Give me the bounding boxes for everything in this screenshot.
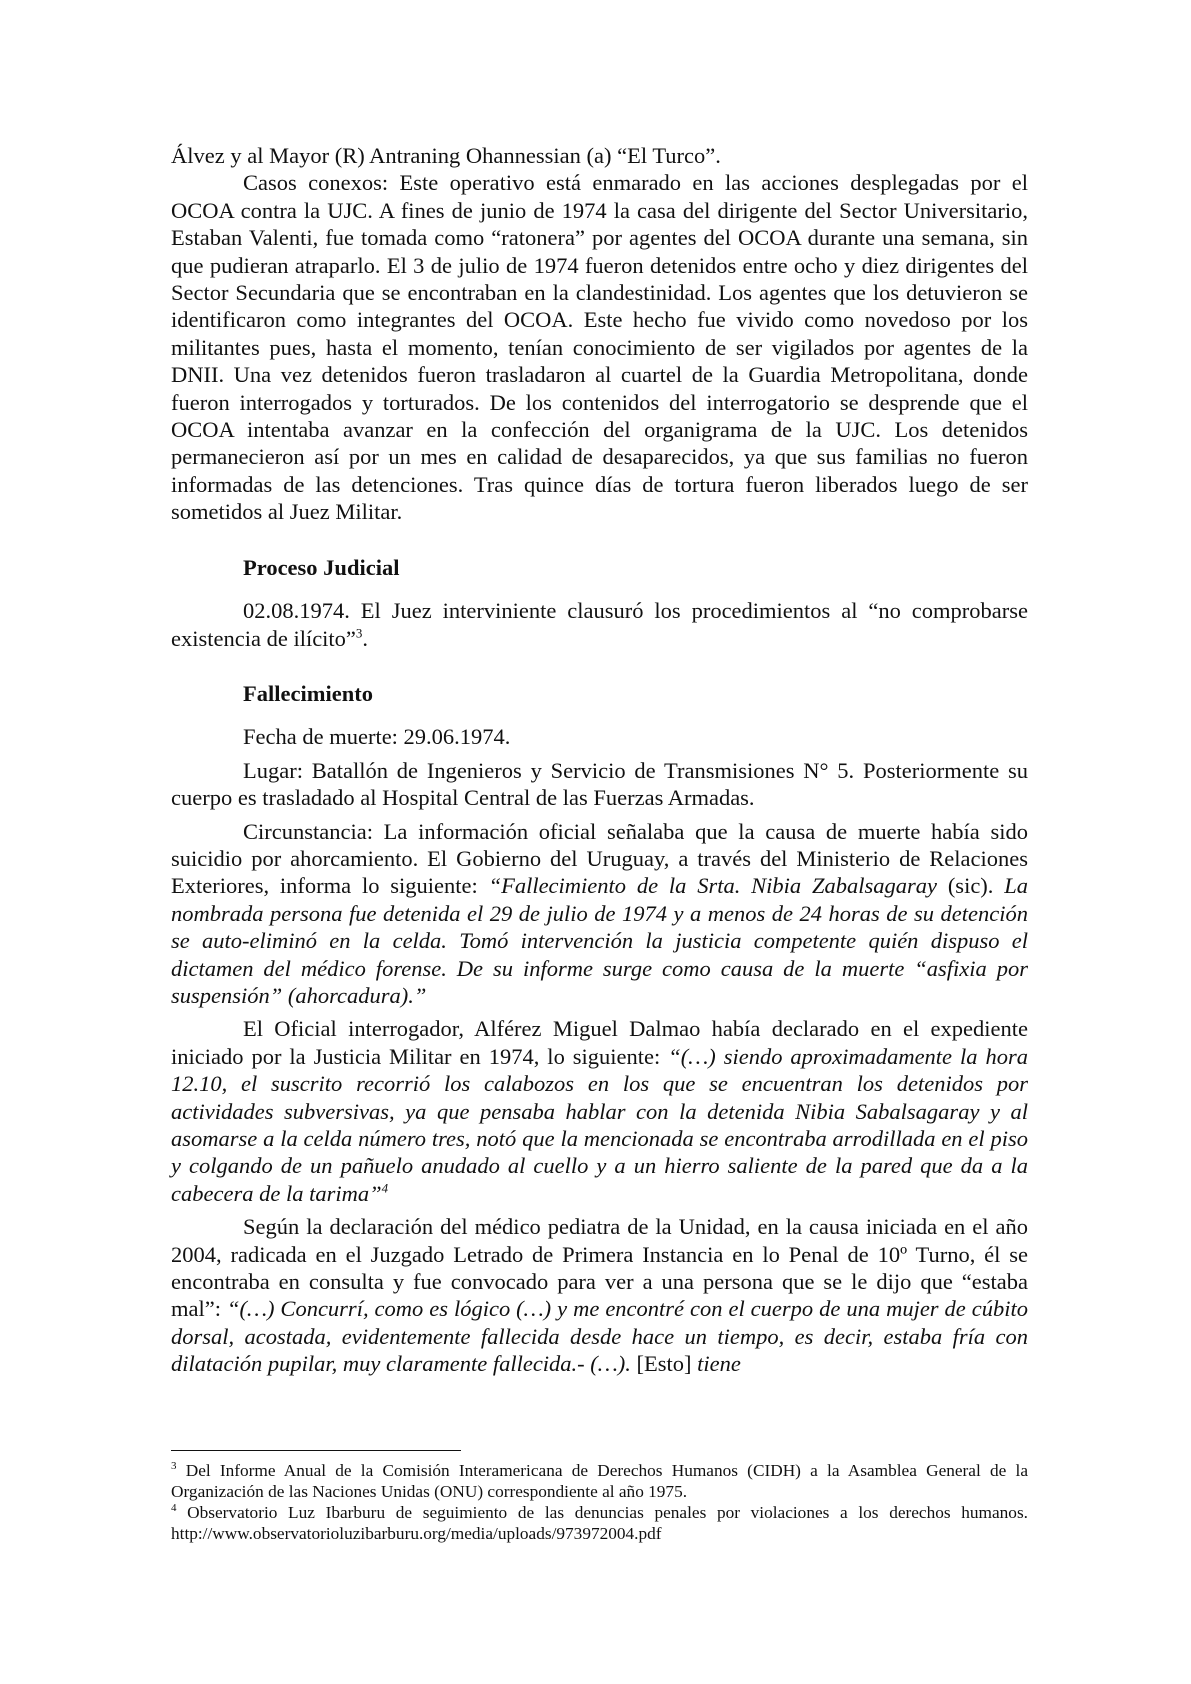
proceso-text: 02.08.1974. El Juez interviniente clausuró los procedimientos al “no comprobarse existencia de ilícito” xyxy=(171,598,1028,651)
footnote-4-text: Observatorio Luz Ibarburu de seguimiento de las denuncias penales por violaciones a los derechos humanos. http://www.observatorioluzibarburu.org/media/uploads/973972004.pdf xyxy=(171,1503,1028,1543)
footnote-divider xyxy=(171,1450,461,1451)
footnotes xyxy=(171,1460,1028,1544)
paragraph-oficial xyxy=(171,1015,1028,1207)
footnote-ref-4[interactable]: 4 xyxy=(381,1180,389,1196)
circ-intro: Circunstancia: La información oficial señalaba que la causa de muerte había sido suicidio por ahorcamiento. El Gobierno del Uruguay, a través del Ministerio de Relaciones Exteriores, informa lo siguiente: xyxy=(171,818,1028,899)
circ-sic: (sic). xyxy=(937,873,1005,899)
footnote-4-number: 4 xyxy=(171,1502,177,1515)
footnote-3-text: Del Informe Anual de la Comisión Interamericana de Derechos Humanos (CIDH) a la Asamblea General de la Organización de las Naciones Unidas (ONU) correspondiente al año 1975. xyxy=(171,1461,1028,1501)
paragraph-lugar: Lugar: Batallón de Ingenieros y Servicio de Transmisiones N° 5. Posteriormente su cuerpo es trasladado al Hospital Central de las Fuerzas Armadas. xyxy=(171,757,1028,811)
paragraph-casos-conexos: Casos conexos: Este operativo está enmarado en las acciones desplegadas por el OCOA contra la UJC. A fines de junio de 1974 la casa del dirigente del Sector Universitario, Estaban Valenti, fue tomada como “ratonera” por agentes del OCOA durante una semana, sin que pudieran atraparlo. El 3 de julio de 1974 fueron detenidos entre ocho y diez dirigentes del Sector Secundaria que se encontraban en la clandestinidad. Los agentes que los detuvieron se identificaron como integrantes del OCOA. Este hecho fue vivido como novedoso por los militantes pues, hasta el momento, tenían conocimiento de ser vigilados por agentes de la DNII. Una vez detenidos fueron trasladaron al cuartel de la Guardia Metropolitana, donde fueron interrogados y torturados. De los contenidos del interrogatorio se desprende que el OCOA intentaba avanzar en la confección del organigrama de la UJC. Los detenidos permanecieron así por un mes en calidad de desaparecidos, ya que sus familias no fueron informadas de las detenciones. Tras quince días de tortura fueron liberados luego de ser sometidos al Juez Militar. xyxy=(171,170,1028,525)
proceso-end: . xyxy=(362,625,369,651)
footnote-4 xyxy=(171,1502,1028,1544)
footnote-3-number: 3 xyxy=(171,1460,177,1473)
medico-tail: tiene xyxy=(697,1351,741,1377)
footnote-ref-3[interactable]: 3 xyxy=(355,625,363,640)
intro-line: Álvez y al Mayor (R) Antraning Ohannessian (a) “El Turco”. xyxy=(171,143,721,168)
heading-proceso-judicial: Proceso Judicial xyxy=(243,554,400,580)
document-body xyxy=(171,142,1028,1378)
heading-fallecimiento: Fallecimiento xyxy=(243,680,373,706)
paragraph-medico xyxy=(171,1213,1028,1377)
circ-quote-1: “Fallecimiento de la Srta. Nibia Zabalsagaray xyxy=(488,873,937,899)
medico-intro: Según la declaración del médico pediatra de la Unidad, en la causa iniciada en el año 2004, radicada en el Juzgado Letrado de Primera Instancia en lo Penal de 10º Turno, él se encontraba en consulta y fue convocado para ver a una persona que se le dijo que “estaba mal”: xyxy=(171,1214,1028,1322)
circ-quote-2: La nombrada persona fue detenida el 29 de julio de 1974 y a menos de 24 horas de su detención se auto-eliminó en la celda. Tomó intervención la justicia competente quién dispuso el dictamen del médico forense. De su informe surge como causa de la muerte “asfixia por suspensión” (ahorcadura).” xyxy=(171,873,1028,1008)
footnote-3 xyxy=(171,1460,1028,1502)
oficial-quote: “(…) siendo aproximadamente la hora 12.10, el suscrito recorrió los calabozos en los que se encuentran los detenidos por actividades subversivas, ya que pensaba hablar con la detenida Nibia Sabalsagaray y al asomarse a la celda número tres, notó que la mencionada se encontraba arrodillada en el piso y colgando de un pañuelo anudado al cuello y a un hierro saliente de la pared que da a la cabecera de la tarima” xyxy=(171,1043,1028,1206)
paragraph-proceso xyxy=(171,597,1028,652)
medico-quote: “(…) Concurrí, como es lógico (…) y me encontré con el cuerpo de una mujer de cúbito dorsal, acostada, evidentemente fallecida desde hace un tiempo, es decir, estaba fría con dilatación pupilar, muy claramente fallecida.- (…). xyxy=(171,1296,1028,1377)
medico-bracket: [Esto] xyxy=(630,1351,698,1377)
paragraph-circunstancia xyxy=(171,818,1028,1010)
paragraph-fecha-muerte: Fecha de muerte: 29.06.1974. xyxy=(243,724,511,750)
oficial-intro: El Oficial interrogador, Alférez Miguel Dalmao había declarado en el expediente iniciado por la Justicia Militar en 1974, lo siguiente: xyxy=(171,1016,1028,1069)
